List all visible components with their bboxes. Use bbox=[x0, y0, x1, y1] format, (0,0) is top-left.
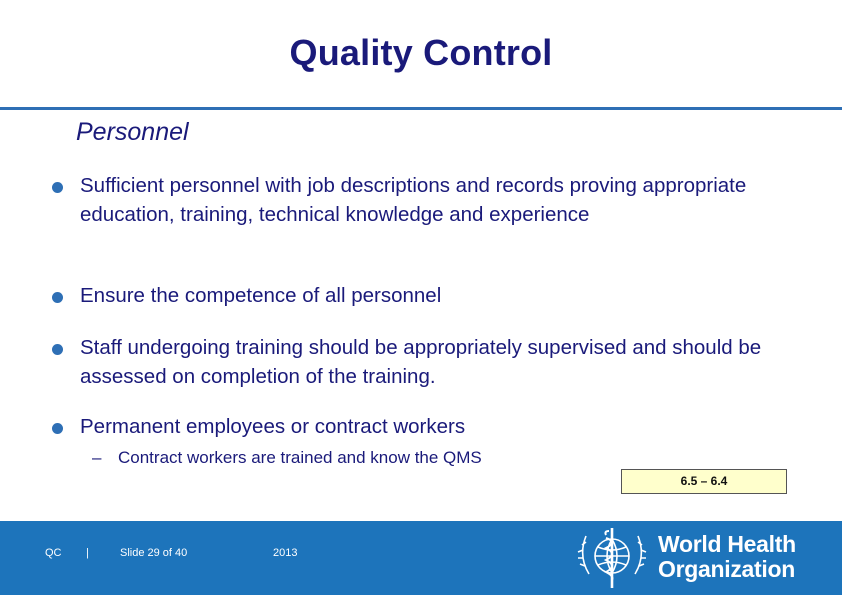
bullet-text: Staff undergoing training should be appropriately supervised and should be assessed on completion of the training. bbox=[80, 336, 762, 388]
footer-slide-number: Slide 29 of 40 bbox=[120, 547, 188, 559]
bullet-dot-icon bbox=[52, 292, 63, 303]
footer-section: QC bbox=[45, 547, 62, 559]
bullet-dot-icon bbox=[52, 344, 63, 355]
slide-title: Quality Control bbox=[289, 32, 553, 73]
bullet-item bbox=[50, 334, 790, 391]
who-wordmark bbox=[658, 532, 796, 582]
bullet-item bbox=[50, 172, 790, 229]
footer-separator: | bbox=[86, 547, 89, 559]
who-name-line-1: World Health bbox=[658, 531, 796, 557]
sub-bullet-item bbox=[92, 448, 482, 468]
sub-bullet-text: Contract workers are trained and know the QMS bbox=[118, 448, 482, 467]
bullet-text: Sufficient personnel with job descriptions and records proving appropriate education, training, technical knowledge and experience bbox=[80, 174, 747, 226]
title-divider bbox=[0, 107, 842, 110]
footer-bar bbox=[0, 521, 842, 595]
bullet-text: Ensure the competence of all personnel bbox=[80, 284, 442, 307]
bullet-dot-icon bbox=[52, 423, 63, 434]
reference-box: 6.5 – 6.4 bbox=[621, 469, 787, 494]
dash-marker: – bbox=[92, 448, 102, 467]
who-emblem-icon bbox=[572, 524, 652, 592]
bullet-text: Permanent employees or contract workers bbox=[80, 415, 466, 438]
bullet-item bbox=[50, 282, 790, 311]
bullet-dot-icon bbox=[52, 182, 63, 193]
footer-year: 2013 bbox=[273, 547, 298, 559]
slide-subtitle: Personnel bbox=[76, 118, 189, 146]
who-name-line-2: Organization bbox=[658, 556, 795, 582]
bullet-item bbox=[50, 413, 790, 442]
